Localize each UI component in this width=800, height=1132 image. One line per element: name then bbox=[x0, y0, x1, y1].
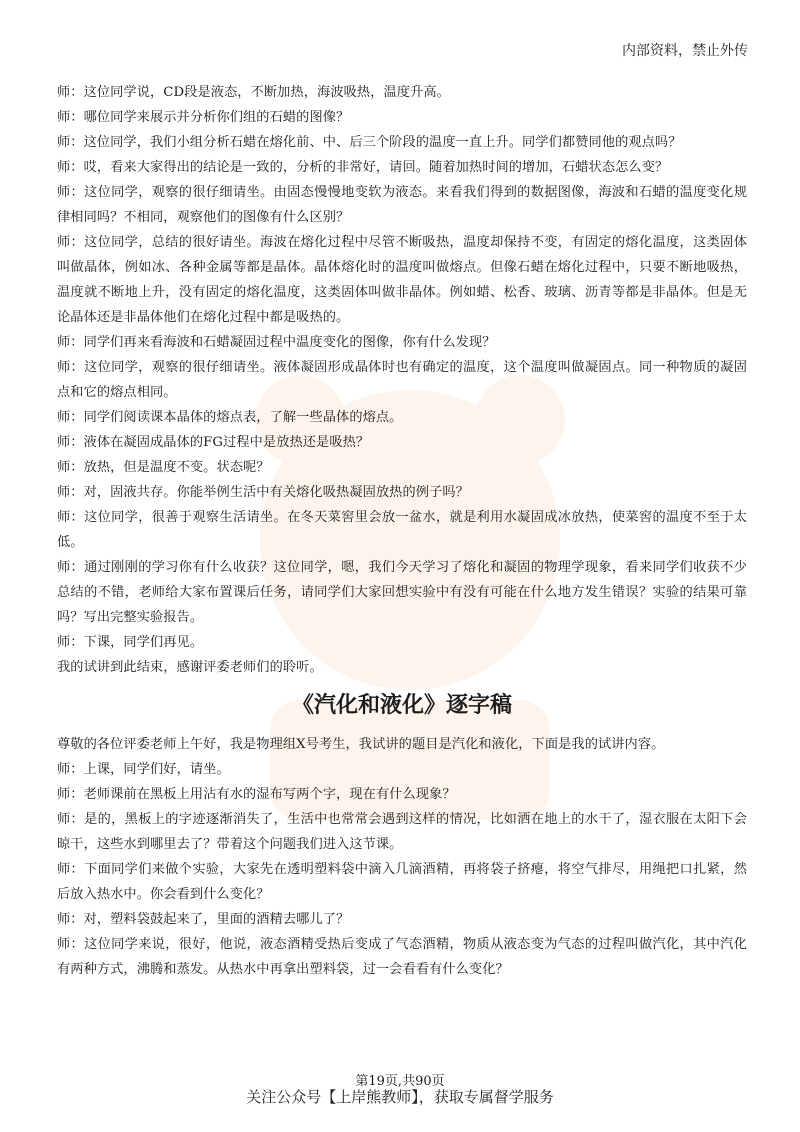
paragraph: 师：是的，黑板上的字迹逐渐消失了，生活中也常常会遇到这样的情况，比如洒在地上的水干了，湿衣服在太阳下会晾干，这些水到哪里去了？带着这个问题我们进入这节课。 bbox=[57, 812, 747, 852]
paragraph: 师：这位同学，很善于观察生活请坐。在冬天菜窖里会放一盆水，就是利用水凝固成冰放热，使菜窖的温度不至于太低。 bbox=[57, 510, 747, 550]
paragraph: 师：下面同学们来做个实验，大家先在透明塑料袋中滴入几滴酒精，再将袋子挤瘪，将空气排尽，用绳把口扎紧，然后放入热水中。你会看到什么变化？ bbox=[57, 862, 747, 902]
page-number: 第19页,共90页 bbox=[355, 1074, 445, 1089]
paragraph: 师：这位同学说，CD段是液态，不断加热，海波吸热，温度升高。 bbox=[57, 85, 450, 100]
paragraph: 师：液体在凝固成晶体的FG过程中是放热还是吸热？ bbox=[57, 435, 370, 450]
paragraph: 师：对，塑料袋鼓起来了，里面的酒精去哪儿了？ bbox=[57, 912, 350, 927]
paragraph: 师：放热，但是温度不变。状态呢？ bbox=[57, 460, 270, 475]
paragraph: 我的试讲到此结束，感谢评委老师们的聆听。 bbox=[57, 660, 323, 675]
section-2-title: 《汽化和液化》逐字稿 bbox=[291, 693, 512, 718]
paragraph: 师：同学们阅读课本晶体的熔点表，了解一些晶体的熔点。 bbox=[57, 410, 403, 425]
section-2-transcript bbox=[57, 732, 747, 982]
paragraph: 师：哎，看来大家得出的结论是一致的，分析的非常好，请回。随着加热时间的增加，石蜡状态怎么变？ bbox=[57, 160, 669, 175]
confidential-notice: 内部资料，禁止外传 bbox=[622, 43, 748, 59]
paragraph: 师：这位同学，观察的很仔细请坐。液体凝固形成晶体时也有确定的温度，这个温度叫做凝固点。同一种物质的凝固点和它的熔点相同。 bbox=[57, 360, 747, 400]
paragraph: 师：同学们再来看海波和石蜡凝固过程中温度变化的图像，你有什么发现？ bbox=[57, 335, 496, 350]
paragraph: 师：老师课前在黑板上用沾有水的湿布写两个字，现在有什么现象？ bbox=[57, 787, 456, 802]
paragraph: 师：这位同学来说，很好，他说，液态酒精受热后变成了气态酒精，物质从液态变为气态的过程叫做汽化，其中汽化有两种方式，沸腾和蒸发。从热水中再拿出塑料袋，过一会看看有什么变化？ bbox=[57, 937, 747, 977]
paragraph: 师：对，固液共存。你能举例生活中有关熔化吸热凝固放热的例子吗？ bbox=[57, 485, 469, 500]
paragraph: 尊敬的各位评委老师上午好，我是物理组X号考生，我试讲的题目是汽化和液化，下面是我的试讲内容。 bbox=[57, 737, 665, 752]
paragraph: 师：通过刚刚的学习你有什么收获？这位同学，嗯，我们今天学习了熔化和凝固的物理学现象，看来同学们收获不少总结的不错，老师给大家布置课后任务，请同学们大家回想实验中有没有可能在什么地方发生错误？实验的结果可靠吗？写出完整实验报告。 bbox=[57, 560, 747, 625]
paragraph: 师：哪位同学来展示并分析你们组的石蜡的图像？ bbox=[57, 110, 350, 125]
paragraph: 师：这位同学，观察的很仔细请坐。由固态慢慢地变软为液态。来看我们得到的数据图像，海波和石蜡的温度变化规律相同吗？不相同，观察他们的图像有什么区别？ bbox=[57, 185, 747, 225]
promo-text: 关注公众号【上岸熊教师】，获取专属督学服务 bbox=[246, 1088, 554, 1106]
paragraph: 师：这位同学，我们小组分析石蜡在熔化前、中、后三个阶段的温度一直上升。同学们都赞同他的观点吗？ bbox=[57, 135, 682, 150]
paragraph: 师：下课，同学们再见。 bbox=[57, 635, 204, 650]
section-1-transcript bbox=[57, 80, 747, 680]
paragraph: 师：上课，同学们好，请坐。 bbox=[57, 762, 230, 777]
document-body bbox=[57, 80, 747, 982]
paragraph: 师：这位同学，总结的很好请坐。海波在熔化过程中尽管不断吸热，温度却保持不变，有固定的熔化温度，这类固体叫做晶体，例如冰、各种金属等都是晶体。晶体熔化时的温度叫做熔点。但像石蜡在熔化过程中，只要不断地吸热，温度就不断地上升，没有固定的熔化温度，这类固体叫做非晶体。例如蜡、松香、玻璃、沥青等都是非晶体。但是无论晶体还是非晶体他们在熔化过程中都是吸热的。 bbox=[57, 235, 747, 325]
